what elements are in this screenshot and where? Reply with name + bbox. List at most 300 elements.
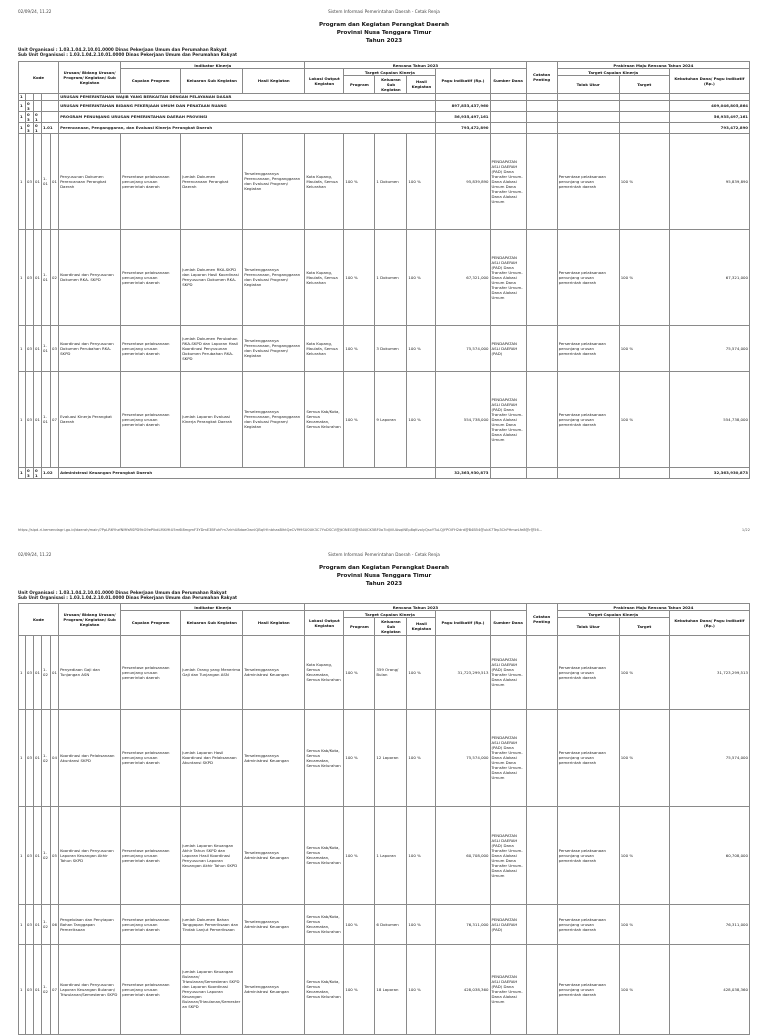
kebutuhan-cell: 428,038,360 (669, 944, 749, 1034)
kode-cell: 01 (34, 111, 42, 122)
header-prakiraan: Prakiraan Maju Rencana Tahun 2024 (557, 604, 749, 611)
catatan-cell (526, 100, 557, 111)
hasil-cell: Terselenggaranya Perencanaan, Penganggaran dan Evaluasi Program/ Kegiatan (243, 371, 305, 467)
target-cell: 100 % (619, 709, 669, 806)
kode-cell: 1 (19, 133, 26, 229)
summary-row (19, 122, 750, 133)
keluaran-target-cell: 12 Laporan (375, 709, 407, 806)
keluaran-cell: Jumlah Dokumen Perencanaan Perangkat Daerah (181, 133, 243, 229)
report-year: Tahun 2023 (365, 38, 403, 44)
pagu-cell: 793,472,890 (436, 122, 490, 133)
program-target-cell: 100 % (344, 325, 375, 371)
keluaran-cell: Jumlah Laporan Hasil Koordinasi dan Pelaksanaan Akuntansi SKPD (181, 709, 243, 806)
header-target-capaian: Target Capaian Kinerja (344, 69, 436, 76)
catatan-cell (526, 709, 557, 806)
sumber-cell (490, 467, 526, 478)
program-target-cell: 100 % (344, 371, 375, 467)
report-province-2: Provinsi Nusa Tenggara Timur (336, 573, 432, 579)
pagu-cell: 67,321,000 (436, 229, 490, 325)
kode-cell: 03 (51, 325, 59, 371)
header-pagu: Pagu Indikatif (Rp.) (436, 69, 490, 93)
tolok-cell (557, 122, 619, 133)
kode-cell (42, 111, 59, 122)
tolok-cell (557, 100, 619, 111)
sumber-dana-cell: PENDAPATAN ASLI DAERAH (PAD) Dana Transfer Umum-Dana Alokasi Umum Dana Transfer Umum-Dana Alokasi Umum (490, 229, 526, 325)
sub-kegiatan-name: Pengelolaan dan Penyiapan Bahan Tanggapan Pemeriksaan (59, 904, 121, 944)
kode-cell: 01 (34, 325, 42, 371)
hasil-cell: Terselenggaranya Administrasi Keuangan (243, 635, 305, 709)
header-keluaran-short: Keluaran Sub Kegiatan (375, 76, 407, 93)
sub-kegiatan-name: Koordinasi dan Penyusunan Laporan Keuangan Bulanan/ Triwulanan/Semesteran SKPD (59, 944, 121, 1034)
target-cell (619, 467, 669, 478)
kebutuhan-cell: 67,321,000 (669, 229, 749, 325)
sub-kegiatan-name: Koordinasi dan Penyusunan Dokumen RKA- SKPD (59, 229, 121, 325)
kode-cell: 01 (34, 229, 42, 325)
report-year-2: Tahun 2023 (365, 581, 403, 587)
hasil-cell: Terselenggaranya Administrasi Keuangan (243, 904, 305, 944)
program-target-cell: 100 % (344, 806, 375, 904)
kode-cell: 03 (26, 133, 34, 229)
kebutuhan-cell: 409,046,805,864 (669, 100, 749, 111)
report-province: Provinsi Nusa Tenggara Timur (336, 30, 432, 36)
sumber-dana-cell: PENDAPATAN ASLI DAERAH (PAD) Dana Transfer Umum-Dana Alokasi Umum (490, 635, 526, 709)
header-urusan: Urusan/ Bidang Urusan/ Program/ Kegiatan/ Sub Kegiatan (59, 62, 121, 94)
header-program: Program (344, 618, 375, 635)
target-cell (619, 100, 669, 111)
header-kode: Kode (19, 62, 59, 94)
kode-cell: 1 (19, 944, 26, 1034)
kode-cell: 01 (34, 709, 42, 806)
keluaran-cell: Jumlah Laporan Evaluasi Kinerja Perangkat Daerah (181, 371, 243, 467)
capaian-program-cell: Persentase pelaksanaan penunjang urusan pemerintah daerah (121, 229, 181, 325)
target-cell: 100 % (619, 806, 669, 904)
program-target-cell: 100 % (344, 709, 375, 806)
keluaran-cell: Jumlah Dokumen Bahan Tanggapan Pemeriksaan dan Tindak Lanjut Pemeriksaan (181, 904, 243, 944)
pagu-cell: 554,738,000 (436, 371, 490, 467)
sumber-cell (490, 100, 526, 111)
kode-cell: 03 (26, 100, 34, 111)
kode-cell (34, 100, 42, 111)
header-tolok: Tolok Ukur (557, 618, 619, 635)
kode-cell: 1.02 (42, 806, 51, 904)
kode-cell: 1 (19, 371, 26, 467)
kode-cell: 04 (51, 709, 59, 806)
capaian-program-cell: Persentase pelaksanaan penunjang urusan pemerintah daerah (121, 806, 181, 904)
kode-cell: 03 (26, 635, 34, 709)
hasil-target-cell: 100 % (407, 709, 436, 806)
kode-cell (34, 93, 42, 100)
sumber-cell (490, 122, 526, 133)
summary-row (19, 100, 750, 111)
tolok-cell (557, 467, 619, 478)
lokasi-cell: Semua Kab/Kota, Semua Kecamatan, Semua Kelurahan (305, 709, 344, 806)
target-cell: 100 % (619, 904, 669, 944)
kode-cell: 1 (19, 229, 26, 325)
print-timestamp: 02/09/24, 11.22 (18, 9, 52, 14)
header-target: Target (619, 618, 669, 635)
sub-kegiatan-row (19, 133, 750, 229)
hasil-cell: Terselenggaranya Administrasi Keuangan (243, 806, 305, 904)
keluaran-target-cell: 18 Laporan (375, 944, 407, 1034)
keluaran-target-cell: 359 Orang/ Bulan (375, 635, 407, 709)
kode-cell: 1.01 (42, 325, 51, 371)
kode-cell: 1.02 (42, 904, 51, 944)
header-hasil-kegiatan: Hasil Kegiatan (243, 69, 305, 93)
kode-cell: 1 (19, 325, 26, 371)
target-cell: 100 % (619, 133, 669, 229)
header-capaian-program: Capaian Program (121, 611, 181, 635)
target-cell (619, 122, 669, 133)
summary-row (19, 93, 750, 100)
capaian-program-cell: Persentase pelaksanaan penunjang urusan pemerintah daerah (121, 371, 181, 467)
header-prakiraan: Prakiraan Maju Rencana Tahun 2024 (557, 62, 749, 69)
hasil-target-cell: 100 % (407, 229, 436, 325)
hasil-target-cell: 100 % (407, 635, 436, 709)
kode-cell: 03 (26, 371, 34, 467)
catatan-cell (526, 111, 557, 122)
sumber-dana-cell: PENDAPATAN ASLI DAERAH (PAD) Dana Transfer Umum-Dana Alokasi Umum Dana Transfer Umum-Dana Alokasi Umum (490, 133, 526, 229)
pagu-cell: 428,038,360 (436, 944, 490, 1034)
header-capaian-program: Capaian Program (121, 69, 181, 93)
keluaran-cell: Jumlah Laporan Keuangan Bulanan/ Triwulanan/Semesteran SKPD dan Laporan Koordinasi Penyusunan Laporan Keuangan Bulanan/Triwulanan/Semesteran SKPD (181, 944, 243, 1034)
pagu-cell: 32,363,930,873 (436, 467, 490, 478)
renja-table-2 (18, 603, 750, 1035)
hasil-target-cell: 100 % (407, 325, 436, 371)
sub-kegiatan-name: Koordinasi dan Pelaksanaan Akuntansi SKPD (59, 709, 121, 806)
sumber-cell (490, 93, 526, 100)
catatan-cell (526, 93, 557, 100)
header-keluaran-short: Keluaran Sub Kegiatan (375, 618, 407, 635)
lokasi-cell: Semua Kab/Kota, Semua Kecamatan, Semua Kelurahan (305, 371, 344, 467)
pagu-cell: 76,311,000 (436, 904, 490, 944)
row-title: Perencanaan, Penganggaran, dan Evaluasi Kinerja Perangkat Daerah (59, 122, 436, 133)
header-catatan: Catatan Penting (526, 604, 557, 636)
kode-cell (42, 100, 59, 111)
sub-kegiatan-row (19, 944, 750, 1034)
kode-cell: 01 (34, 944, 42, 1034)
sumber-cell (490, 111, 526, 122)
kode-cell: 01 (34, 122, 42, 133)
sub-kegiatan-name: Koordinasi dan Penyusunan Dokumen Perubahan RKA-SKPD (59, 325, 121, 371)
pagu-cell (436, 93, 490, 100)
kode-cell: 07 (51, 944, 59, 1034)
kode-cell: 1.02 (42, 944, 51, 1034)
kode-cell: 1 (19, 100, 26, 111)
header-target-capaian-2: Target Capaian Kinerja (557, 69, 669, 76)
lokasi-cell: Semua Kab/Kota, Semua Kecamatan, Semua Kelurahan (305, 944, 344, 1034)
site-title-2: Sistem Informasi Pemerintahan Daerah - Cetak Renja (328, 552, 440, 557)
report-titles-2 (0, 564, 768, 588)
sumber-dana-cell: PENDAPATAN ASLI DAERAH (PAD) (490, 325, 526, 371)
header-urusan: Urusan/ Bidang Urusan/ Program/ Kegiatan/ Sub Kegiatan (59, 604, 121, 636)
catatan-cell (526, 944, 557, 1034)
sub-kegiatan-row (19, 709, 750, 806)
kode-cell: 03 (26, 325, 34, 371)
sub-kegiatan-row (19, 371, 750, 467)
kode-cell (42, 93, 59, 100)
tolok-ukur-cell: Persentase pelaksanaan penunjang urusan pemerintah daerah (557, 229, 619, 325)
header-hasil-kegiatan: Hasil Kegiatan (243, 611, 305, 635)
kebutuhan-cell: 554,738,000 (669, 371, 749, 467)
sub-kegiatan-name: Evaluasi Kinerja Perangkat Daerah (59, 371, 121, 467)
kebutuhan-cell: 75,574,000 (669, 709, 749, 806)
kode-cell: 1 (19, 806, 26, 904)
tolok-cell (557, 93, 619, 100)
kode-cell: 1.01 (42, 229, 51, 325)
hasil-target-cell: 100 % (407, 371, 436, 467)
catatan-cell (526, 325, 557, 371)
header-tolok: Tolok Ukur (557, 76, 619, 93)
kode-cell: 1 (19, 111, 26, 122)
kode-cell: 01 (34, 806, 42, 904)
capaian-program-cell: Persentase pelaksanaan penunjang urusan pemerintah daerah (121, 709, 181, 806)
page-url[interactable]: https://sipd-ri.kemendagri.go.id/daerah/main/?PpLR6YhzfNMfsRSPD9kG9ePlkdLMXi9tU5m6I8mgmF3YDmE3BFuhFm7zlrhU8daeOwnlQBq!H!nbhasBlhtQeCVf99SU0UK3C7YxDSCV@jtONEG0@XN4iCK5BF0a7IdjViUAsqiNEp8qKvolyQsxYTuLQjYPOiFH2drd@B4B54@ubX7Tep3ChPHmwLfe8@r@56... (18, 528, 543, 532)
org-info (18, 47, 237, 57)
kebutuhan-cell: 60,708,000 (669, 806, 749, 904)
capaian-program-cell: Persentase pelaksanaan penunjang urusan pemerintah daerah (121, 904, 181, 944)
kebutuhan-cell: 76,311,000 (669, 904, 749, 944)
keluaran-cell: Jumlah Orang yang Menerima Gaji dan Tunjangan ASN (181, 635, 243, 709)
kode-cell: 03 (26, 229, 34, 325)
kode-cell: 01 (34, 635, 42, 709)
keluaran-cell: Jumlah Dokumen RKA-SKPD dan Laporan Hasil Koordinasi Penyusunan Dokumen RKA-SKPD (181, 229, 243, 325)
header-target: Target (619, 76, 669, 93)
kode-cell: 03 (26, 467, 34, 478)
report-titles (0, 21, 768, 45)
page-number: 1/22 (741, 528, 750, 532)
kode-cell: 1.01 (42, 371, 51, 467)
keluaran-target-cell: 3 Dokumen (375, 325, 407, 371)
kode-cell: 1 (19, 635, 26, 709)
site-title: Sistem Informasi Pemerintahan Daerah - Cetak Renja (328, 9, 440, 14)
header-hasil-short: Hasil Kegiatan (407, 76, 436, 93)
kode-cell: 01 (51, 635, 59, 709)
catatan-cell (526, 635, 557, 709)
header-sumber: Sumber Dana (490, 69, 526, 93)
lokasi-cell: Semua Kab/Kota, Semua Kecamatan, Semua Kelurahan (305, 904, 344, 944)
hasil-target-cell: 100 % (407, 944, 436, 1034)
keluaran-target-cell: 1 Dokumen (375, 229, 407, 325)
kode-cell: 03 (26, 122, 34, 133)
sub-kegiatan-row (19, 325, 750, 371)
sumber-dana-cell: PENDAPATAN ASLI DAERAH (PAD) Dana Transfer Umum-Dana Alokasi Umum (490, 944, 526, 1034)
sub-kegiatan-row (19, 635, 750, 709)
header-catatan: Catatan Penting (526, 62, 557, 94)
pagu-cell: 75,574,000 (436, 709, 490, 806)
header-hasil-short: Hasil Kegiatan (407, 618, 436, 635)
renja-table (18, 61, 750, 479)
sumber-dana-cell: PENDAPATAN ASLI DAERAH (PAD) (490, 904, 526, 944)
kode-cell: 01 (34, 371, 42, 467)
keluaran-target-cell: 6 Dokumen (375, 904, 407, 944)
sumber-dana-cell: PENDAPATAN ASLI DAERAH (PAD) Dana Transfer Umum-Dana Alokasi Umum Dana Transfer Umum-Dana Alokasi Umum (490, 806, 526, 904)
header-keluaran-sub: Keluaran Sub Kegiatan (181, 69, 243, 93)
kode-cell: 1.01 (42, 133, 51, 229)
lokasi-cell: Kota Kupang, Maulafa, Semua Kelurahan (305, 133, 344, 229)
capaian-program-cell: Persentase pelaksanaan penunjang urusan pemerintah daerah (121, 635, 181, 709)
capaian-program-cell: Persentase pelaksanaan penunjang urusan pemerintah daerah (121, 325, 181, 371)
pagu-cell: 95,839,890 (436, 133, 490, 229)
kode-cell: 02 (51, 229, 59, 325)
tolok-ukur-cell: Persentase pelaksanaan penunjang urusan pemerintah daerah (557, 133, 619, 229)
kode-cell: 03 (26, 904, 34, 944)
hasil-cell: Terselenggaranya Perencanaan, Penganggaran dan Evaluasi Program/ Kegiatan (243, 133, 305, 229)
hasil-cell: Terselenggaranya Administrasi Keuangan (243, 944, 305, 1034)
pagu-cell: 56,935,497,161 (436, 111, 490, 122)
tolok-ukur-cell: Persentase pelaksanaan penunjang urusan pemerintah daerah (557, 944, 619, 1034)
catatan-cell (526, 806, 557, 904)
kebutuhan-cell: 32,363,930,873 (669, 467, 749, 478)
header-pagu: Pagu Indikatif (Rp.) (436, 611, 490, 635)
header-lokasi: Lokasi Output Kegiatan (305, 611, 344, 635)
program-target-cell: 100 % (344, 635, 375, 709)
sumber-dana-cell: PENDAPATAN ASLI DAERAH (PAD) Dana Transfer Umum-Dana Alokasi Umum Dana Transfer Umum-Dana Alokasi Umum (490, 371, 526, 467)
sub-kegiatan-row (19, 904, 750, 944)
row-title: URUSAN PEMERINTAHAN WAJIB YANG BERKAITAN DENGAN PELAYANAN DASAR (59, 93, 436, 100)
hasil-cell: Terselenggaranya Administrasi Keuangan (243, 709, 305, 806)
header-kebutuhan: Kebutuhan Dana/ Pagu Indikatif (Rp.) (669, 611, 749, 635)
header-target-capaian-2: Target Capaian Kinerja (557, 611, 669, 618)
keluaran-target-cell: 1 Dokumen (375, 133, 407, 229)
kode-cell (26, 93, 34, 100)
tolok-ukur-cell: Persentase pelaksanaan penunjang urusan pemerintah daerah (557, 806, 619, 904)
kode-cell: 1 (19, 122, 26, 133)
hasil-cell: Terselenggaranya Perencanaan, Penganggaran dan Evaluasi Program/ Kegiatan (243, 325, 305, 371)
lokasi-cell: Kota Kupang, Maulafa, Semua Kelurahan (305, 229, 344, 325)
program-target-cell: 100 % (344, 904, 375, 944)
unit-org-2: Unit Organisasi : 1.03.1.04.2.10.01.0000 Dinas Pekerjaan Umum dan Perumahan Rakyat (18, 590, 227, 595)
hasil-cell: Terselenggaranya Perencanaan, Penganggaran dan Evaluasi Program/ Kegiatan (243, 229, 305, 325)
header-rencana: Rencana Tahun 2023 (305, 62, 526, 69)
header-sumber: Sumber Dana (490, 611, 526, 635)
sub-kegiatan-name: Penyusunan Dokumen Perencanaan Perangkat Daerah (59, 133, 121, 229)
kegiatan-row (19, 467, 750, 478)
target-cell (619, 111, 669, 122)
kode-cell: 03 (26, 709, 34, 806)
capaian-program-cell: Persentase pelaksanaan penunjang urusan pemerintah daerah (121, 944, 181, 1034)
kode-cell: 07 (51, 371, 59, 467)
catatan-cell (526, 904, 557, 944)
kebutuhan-cell: 31,723,299,513 (669, 635, 749, 709)
header-kode: Kode (19, 604, 59, 636)
kebutuhan-cell: 75,574,000 (669, 325, 749, 371)
kode-cell: 1.02 (42, 635, 51, 709)
kebutuhan-cell (669, 93, 749, 100)
keluaran-target-cell: 1 Laporan (375, 806, 407, 904)
tolok-cell (557, 111, 619, 122)
row-title: Administrasi Keuangan Perangkat Daerah (59, 467, 436, 478)
catatan-cell (526, 229, 557, 325)
catatan-cell (526, 122, 557, 133)
header-kebutuhan: Kebutuhan Dana/ Pagu Indikatif (Rp.) (669, 69, 749, 93)
kode-cell: 03 (26, 111, 34, 122)
page-2 (0, 545, 768, 1024)
kebutuhan-cell: 95,839,890 (669, 133, 749, 229)
kode-cell: 1.01 (42, 122, 59, 133)
kode-cell: 03 (26, 944, 34, 1034)
keluaran-target-cell: 9 Laporan (375, 371, 407, 467)
page-1 (0, 0, 768, 512)
report-title: Program dan Kegiatan Perangkat Daerah (318, 22, 450, 28)
program-target-cell: 100 % (344, 133, 375, 229)
hasil-target-cell: 100 % (407, 133, 436, 229)
tolok-ukur-cell: Persentase pelaksanaan penunjang urusan pemerintah daerah (557, 325, 619, 371)
catatan-cell (526, 133, 557, 229)
header-rencana: Rencana Tahun 2023 (305, 604, 526, 611)
sub-kegiatan-name: Koordinasi dan Penyusunan Laporan Keuangan Akhir Tahun SKPD (59, 806, 121, 904)
tolok-ukur-cell: Persentase pelaksanaan penunjang urusan pemerintah daerah (557, 904, 619, 944)
catatan-cell (526, 371, 557, 467)
pagu-cell: 897,853,437,960 (436, 100, 490, 111)
header-lokasi: Lokasi Output Kegiatan (305, 69, 344, 93)
header-indikator-kinerja: Indikator Kinerja (121, 604, 305, 611)
catatan-cell (526, 467, 557, 478)
unit-org: Unit Organisasi : 1.03.1.04.2.10.01.0000 Dinas Pekerjaan Umum dan Perumahan Rakyat (18, 47, 227, 52)
org-info-2 (18, 590, 237, 600)
header-indikator-kinerja: Indikator Kinerja (121, 62, 305, 69)
kode-cell: 01 (34, 467, 42, 478)
pagu-cell: 31,723,299,513 (436, 635, 490, 709)
program-target-cell: 100 % (344, 229, 375, 325)
sub-kegiatan-row (19, 806, 750, 904)
sub-unit-org-2: Sub Unit Organisasi : 1.03.1.04.2.10.01.0000 Dinas Pekerjaan Umum dan Perumahan Rakyat (18, 595, 238, 601)
target-cell: 100 % (619, 635, 669, 709)
target-cell: 100 % (619, 325, 669, 371)
sub-unit-org: Sub Unit Organisasi : 1.03.1.04.2.10.01.0000 Dinas Pekerjaan Umum dan Perumahan Rakyat (18, 52, 238, 58)
target-cell: 100 % (619, 944, 669, 1034)
hasil-target-cell: 100 % (407, 806, 436, 904)
capaian-program-cell: Persentase pelaksanaan penunjang urusan pemerintah daerah (121, 133, 181, 229)
kebutuhan-cell: 793,472,890 (669, 122, 749, 133)
keluaran-cell: Jumlah Dokumen Perubahan RKA-SKPD dan Laporan Hasil Koordinasi Penyusunan Dokumen Perubahan RKA-SKPD (181, 325, 243, 371)
kode-cell: 1 (19, 904, 26, 944)
header-keluaran-sub: Keluaran Sub Kegiatan (181, 611, 243, 635)
page-1-footer (18, 528, 750, 532)
header-target-capaian: Target Capaian Kinerja (344, 611, 436, 618)
tolok-ukur-cell: Persentase pelaksanaan penunjang urusan pemerintah daerah (557, 635, 619, 709)
summary-row (19, 111, 750, 122)
hasil-target-cell: 100 % (407, 904, 436, 944)
kode-cell: 06 (51, 904, 59, 944)
target-cell: 100 % (619, 229, 669, 325)
kode-cell: 05 (51, 806, 59, 904)
tolok-ukur-cell: Persentase pelaksanaan penunjang urusan pemerintah daerah (557, 709, 619, 806)
print-timestamp-2: 02/09/24, 11.22 (18, 552, 52, 557)
tolok-ukur-cell: Persentase pelaksanaan penunjang urusan pemerintah daerah (557, 371, 619, 467)
kode-cell: 01 (34, 133, 42, 229)
sumber-dana-cell: PENDAPATAN ASLI DAERAH (PAD) Dana Transfer Umum-Dana Alokasi Umum Dana Transfer Umum-Dana Alokasi Umum (490, 709, 526, 806)
header-program: Program (344, 76, 375, 93)
kode-cell: 1 (19, 93, 26, 100)
lokasi-cell: Semua Kab/Kota, Semua Kecamatan, Semua Kelurahan (305, 806, 344, 904)
report-title-2: Program dan Kegiatan Perangkat Daerah (318, 565, 450, 571)
target-cell (619, 93, 669, 100)
lokasi-cell: Kota Kupang, Semua Kecamatan, Semua Kelurahan (305, 635, 344, 709)
kode-cell: 1 (19, 709, 26, 806)
sub-kegiatan-row (19, 229, 750, 325)
pagu-cell: 75,574,000 (436, 325, 490, 371)
kode-cell: 1.02 (42, 709, 51, 806)
kode-cell: 1 (19, 467, 26, 478)
sub-kegiatan-name: Penyediaan Gaji dan Tunjangan ASN (59, 635, 121, 709)
program-target-cell: 100 % (344, 944, 375, 1034)
kode-cell: 01 (34, 904, 42, 944)
kode-cell: 03 (26, 806, 34, 904)
pagu-cell: 60,708,000 (436, 806, 490, 904)
kebutuhan-cell: 56,935,497,161 (669, 111, 749, 122)
target-cell: 100 % (619, 371, 669, 467)
kode-cell: 01 (51, 133, 59, 229)
